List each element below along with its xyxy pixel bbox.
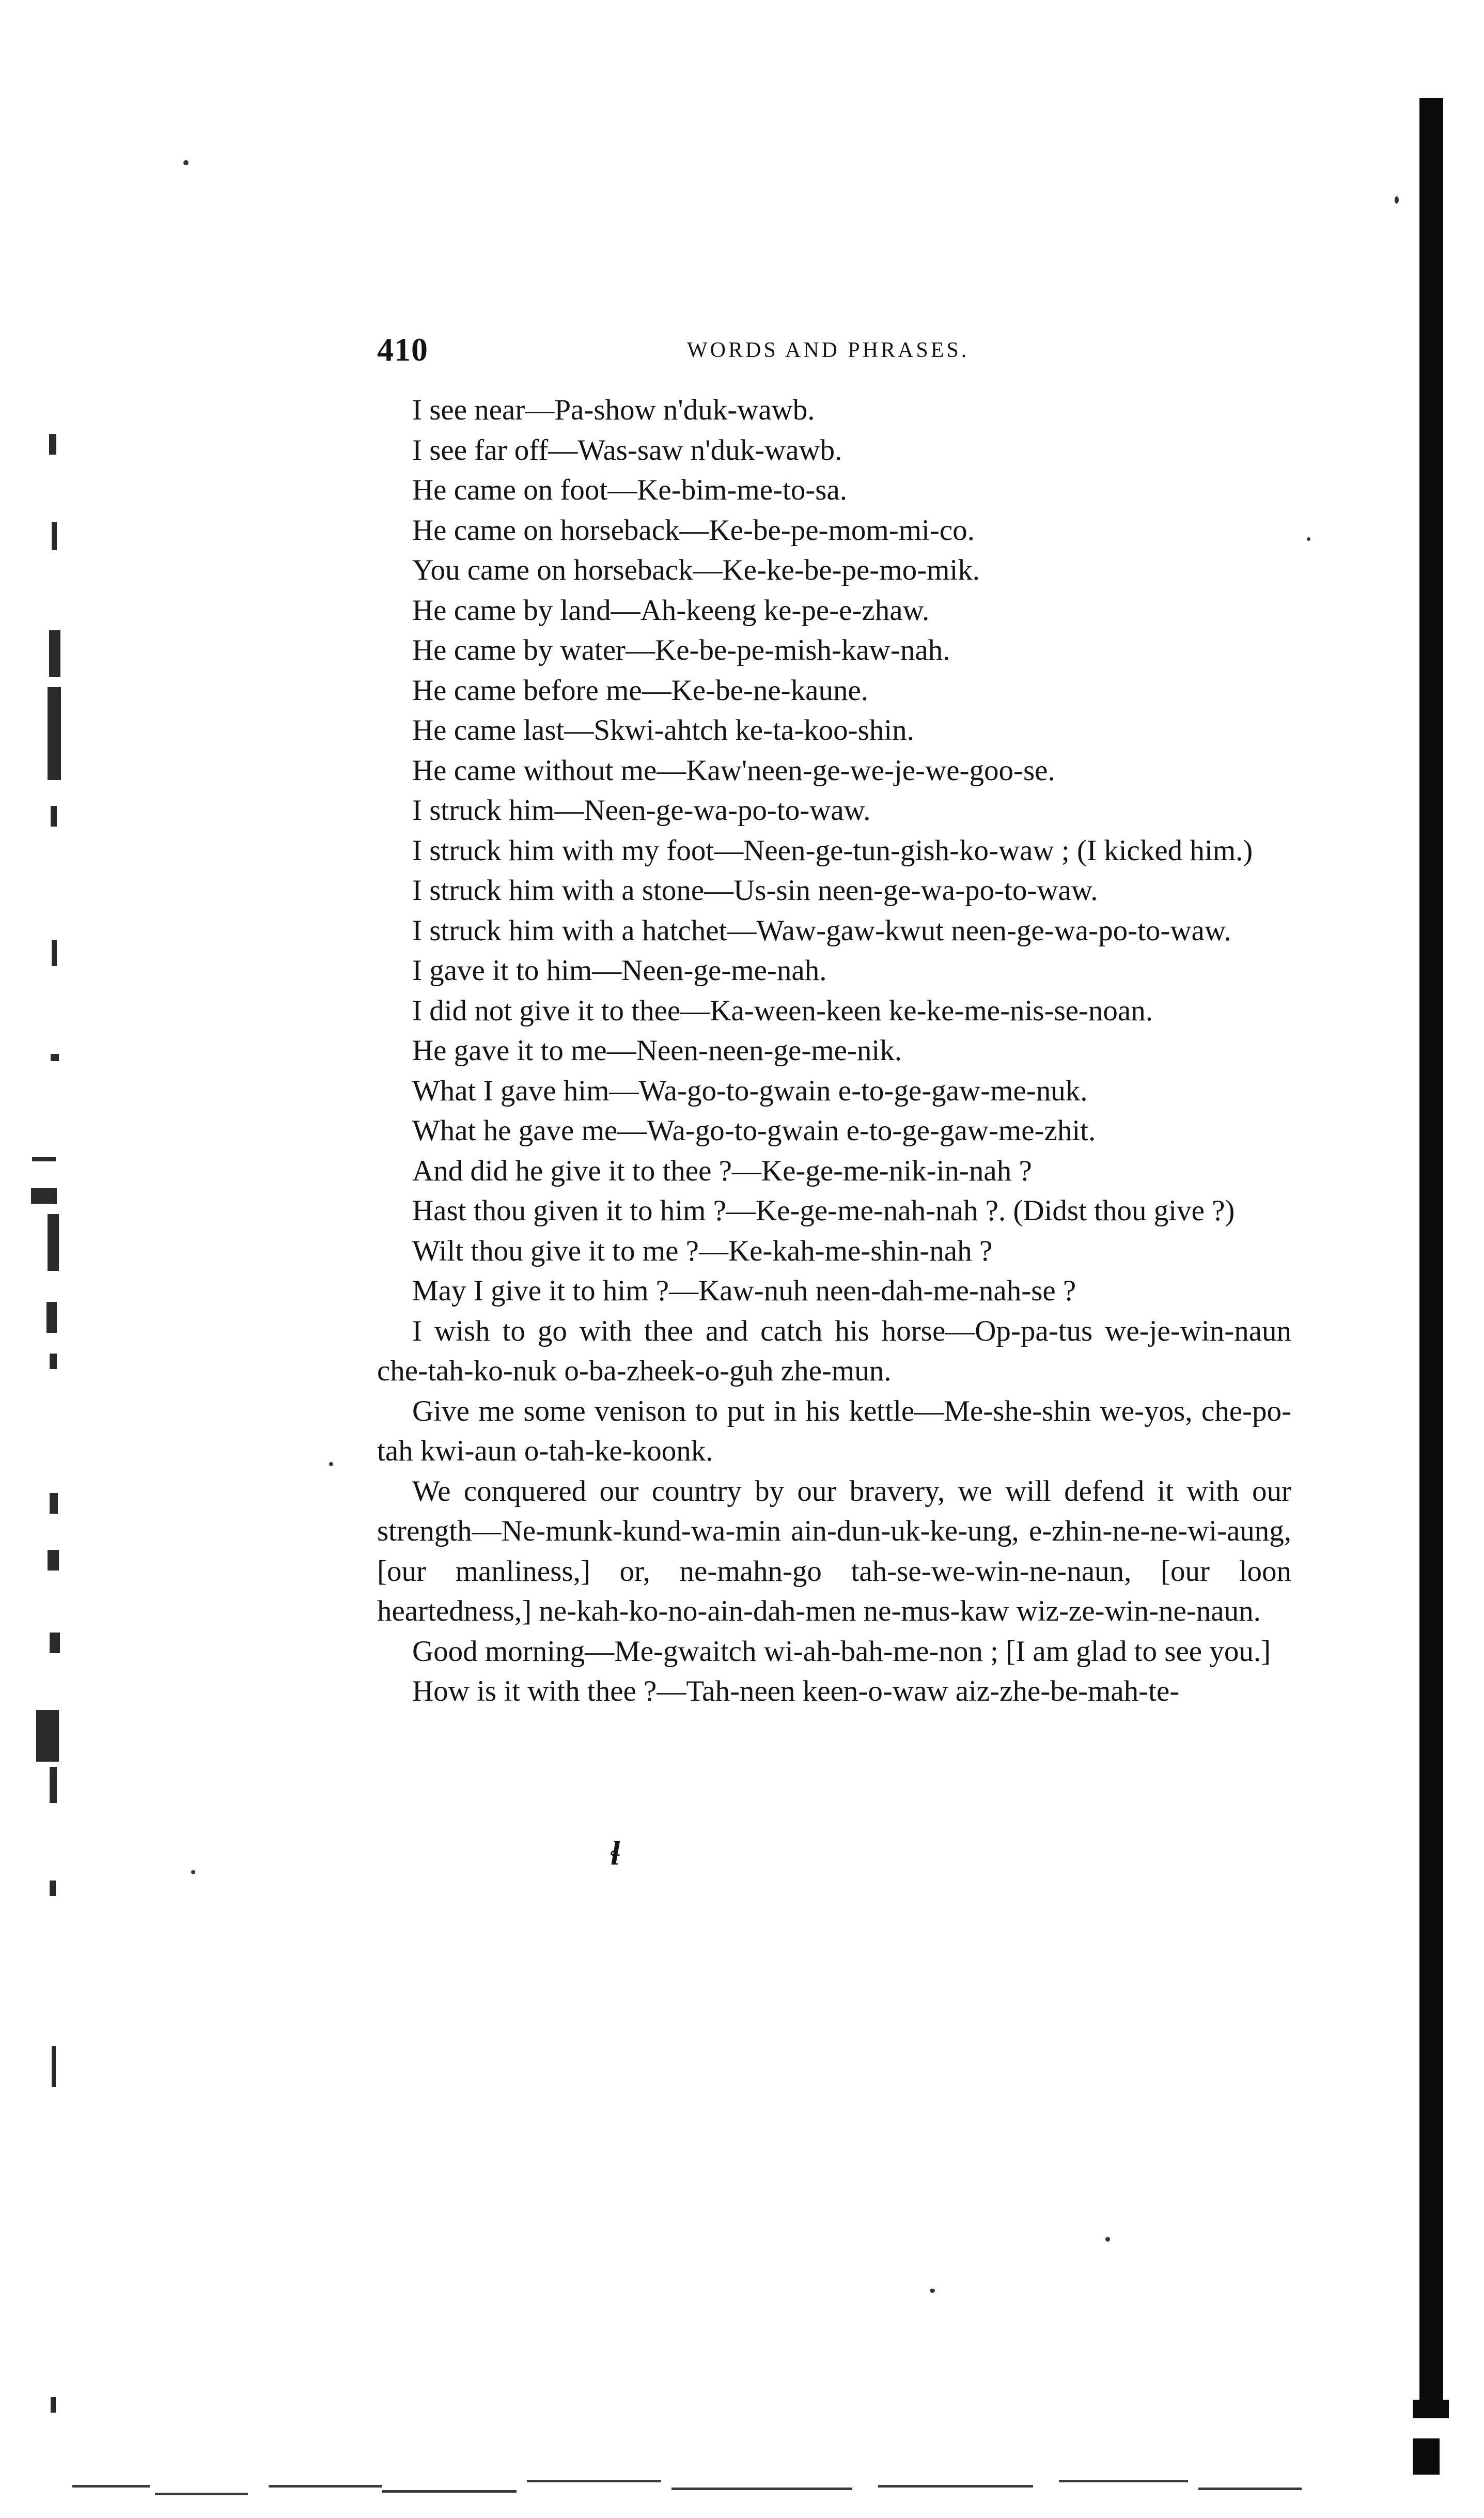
phrase-entry: He came before me—Ke-be-ne-kaune. (412, 674, 868, 707)
phrase-entry: What he gave me—Wa-go-to-gwain e-to-ge-gaw-me-zhit. (412, 1114, 1096, 1147)
page-number: 410 (377, 331, 428, 368)
page-header (377, 331, 1286, 372)
phrase-entry: How is it with thee ?—Tah-neen keen-o-waw aiz-zhe-be-mah-te- (412, 1675, 1180, 1707)
phrase-entry: Good morning—Me-gwaitch wi-ah-bah-me-non ; [I am glad to see you.] (412, 1635, 1271, 1668)
phrase-entry: I struck him with a hatchet—Waw-gaw-kwut neen-ge-wa-po-to-waw. (412, 914, 1231, 947)
phrase-entry: We conquered our country by our bravery, we will defend it with our strength—Ne-munk-kund-wa-min ain-dun-uk-ke-ung, e-zhin-ne-ne-wi-aung, [our manliness,] or, ne-mahn-go tah-se-we-win-ne-naun, [our loon heartedness,] ne-kah-ko-no-ain-dah-men ne-mus-kaw wiz-ze-win-ne-naun. (377, 1474, 1291, 1627)
phrase-entry: I struck him with my foot—Neen-ge-tun-gish-ko-waw ; (I kicked him.) (412, 834, 1253, 867)
phrase-entry: I gave it to him—Neen-ge-me-nah. (412, 954, 827, 987)
phrase-entry: He came on horseback—Ke-be-pe-mom-mi-co. (412, 514, 975, 547)
phrase-entry: He came by water—Ke-be-pe-mish-kaw-nah. (412, 634, 950, 666)
phrase-entry: I see far off—Was-saw n'duk-wawb. (412, 433, 842, 467)
phrase-entry: What I gave him—Wa-go-to-gwain e-to-ge-gaw-me-nuk. (412, 1074, 1088, 1107)
phrase-entry: I struck him with a stone—Us-sin neen-ge-wa-po-to-waw. (412, 874, 1098, 907)
binding-edge-shadow-corner (1413, 2438, 1440, 2475)
phrase-entry: Give me some venison to put in his kettle—Me-she-shin we-yos, che-po-tah kwi-aun o-tah-ke-koonk. (377, 1394, 1291, 1467)
running-head: WORDS AND PHRASES. (687, 338, 970, 362)
phrase-entry: I struck him—Neen-ge-wa-po-to-waw. (412, 794, 871, 827)
phrase-entry: I did not give it to thee—Ka-ween-keen ke-ke-me-nis-se-noan. (412, 994, 1153, 1027)
phrase-entry: I see near—Pa-show n'duk-wawb. (412, 394, 815, 426)
phrase-entry: Wilt thou give it to me ?—Ke-kah-me-shin-nah ? (412, 1234, 993, 1267)
binding-edge-shadow-foot (1413, 2400, 1449, 2418)
phrase-entry: He gave it to me—Neen-neen-ge-me-nik. (412, 1034, 902, 1067)
phrase-entry: I wish to go with thee and catch his horse—Op-pa-tus we-je-win-naun che-tah-ko-nuk o-ba-zheek-o-guh zhe-mun. (377, 1314, 1291, 1387)
phrase-entry: He came last—Skwi-ahtch ke-ta-koo-shin. (412, 714, 914, 747)
phrase-entry: You came on horseback—Ke-ke-be-pe-mo-mik. (412, 554, 980, 586)
phrase-list (377, 390, 1291, 1712)
phrase-entry: He came on foot—Ke-bim-me-to-sa. (412, 474, 848, 506)
phrase-entry: May I give it to him ?—Kaw-nuh neen-dah-me-nah-se ? (412, 1274, 1076, 1307)
phrase-entry: He came by land—Ah-keeng ke-pe-e-zhaw. (412, 594, 930, 627)
phrase-entry: And did he give it to thee ?—Ke-ge-me-nik-in-nah ? (412, 1154, 1032, 1187)
phrase-entry: He came without me—Kaw'neen-ge-we-je-we-goo-se. (412, 754, 1055, 787)
phrase-entry: Hast thou given it to him ?—Ke-ge-me-nah-nah ?. (Didst thou give ?) (412, 1194, 1235, 1227)
ink-mark: ɬ (611, 1835, 620, 1872)
binding-edge-shadow (1419, 98, 1443, 2400)
